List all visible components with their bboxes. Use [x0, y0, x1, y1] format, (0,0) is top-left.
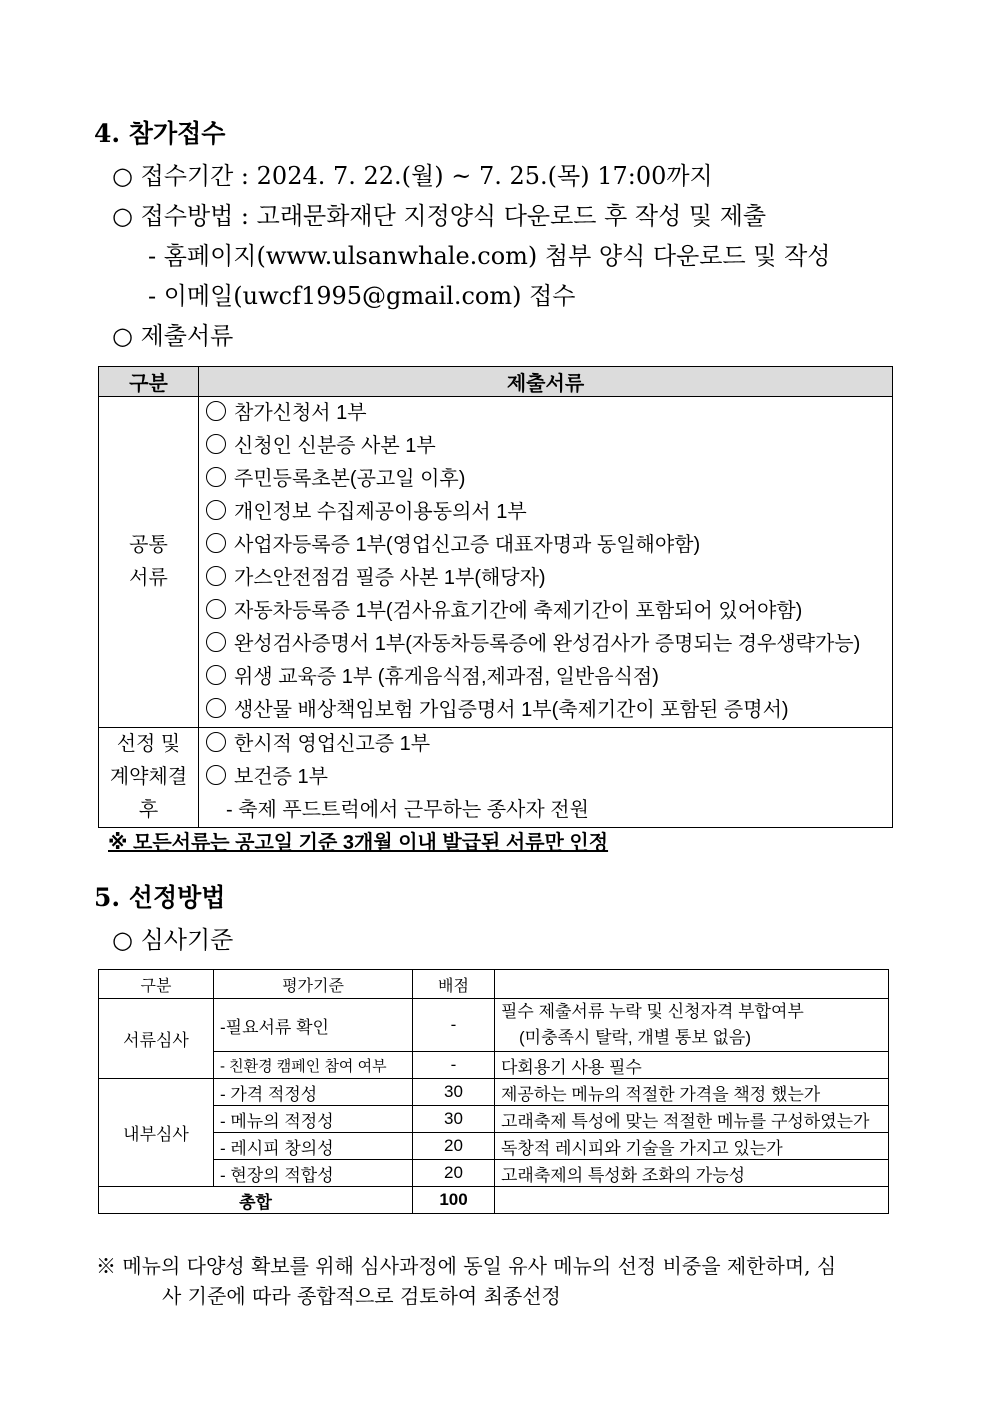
list-item	[206, 628, 892, 661]
documents-table	[98, 366, 893, 828]
criteria-cell: - 가격 적정성	[214, 1079, 413, 1106]
category-common	[99, 397, 199, 728]
criteria-cell: - 메뉴의 적정성	[214, 1106, 413, 1133]
table-row	[99, 728, 893, 828]
header-criteria: 평가기준	[214, 970, 413, 999]
table-row	[99, 397, 893, 728]
score-cell: -	[413, 999, 495, 1052]
circle-icon	[206, 765, 226, 785]
criteria-cell: -필요서류 확인	[214, 999, 413, 1052]
item-text: 주민등록초본(공고일 이후)	[234, 468, 466, 490]
header-score: 배점	[413, 970, 495, 999]
score-cell: 30	[413, 1106, 495, 1133]
score-cell: 20	[413, 1133, 495, 1160]
description-cell: 고래축제 특성에 맞는 적절한 메뉴를 구성하였는가	[495, 1106, 889, 1133]
item-text: 사업자등록증 1부(영업신고증 대표자명과 동일해야함)	[234, 534, 701, 556]
list-subitem: - 축제 푸드트럭에서 근무하는 종사자 전원	[226, 799, 589, 821]
selection-note-line2: 사 기준에 따라 종합적으로 검토하여 최종선정	[162, 1284, 561, 1308]
total-row	[99, 1187, 889, 1214]
item-text: 참가신청서 1부	[234, 402, 367, 424]
circle-icon	[206, 467, 226, 487]
item-text: 자동차등록증 1부(검사유효기간에 축제기간이 포함되어 있어야함)	[234, 600, 803, 622]
description-line: (미충족시 탈락, 개별 통보 없음)	[519, 1028, 752, 1047]
table-row	[99, 1052, 889, 1079]
table-header-row	[99, 970, 889, 999]
category-internal-review: 내부심사	[99, 1079, 214, 1187]
circle-icon	[206, 632, 226, 652]
item-text: 위생 교육증 1부 (휴게음식점,제과점, 일반음식점)	[234, 666, 659, 688]
list-item	[206, 496, 892, 529]
table-row	[99, 1079, 889, 1106]
list-item	[206, 397, 892, 430]
list-item	[206, 430, 892, 463]
table-row	[99, 999, 889, 1052]
circle-icon	[206, 401, 226, 421]
total-empty	[495, 1187, 889, 1214]
item-text: 한시적 영업신고증 1부	[234, 733, 431, 755]
category-line: 계약체결	[109, 766, 188, 788]
list-item	[206, 463, 892, 496]
total-label: 총합	[99, 1187, 413, 1214]
header-category: 구분	[99, 367, 199, 397]
circle-icon	[206, 533, 226, 553]
list-item	[206, 761, 892, 794]
header-category: 구분	[99, 970, 214, 999]
table-row	[99, 1106, 889, 1133]
docs-bullet: ○ 제출서류	[112, 322, 234, 350]
description-cell: 다회용기 사용 필수	[495, 1052, 889, 1079]
documents-note: ※ 모든서류는 공고일 기준 3개월 이내 발급된 서류만 인정	[108, 832, 609, 854]
circle-icon	[206, 665, 226, 685]
criteria-bullet: ○ 심사기준	[112, 926, 234, 954]
description-line: 필수 제출서류 누락 및 신청자격 부합여부	[501, 1002, 804, 1021]
score-cell: 20	[413, 1160, 495, 1187]
item-text: 신청인 신분증 사본 1부	[234, 435, 436, 457]
reception-period: ○ 접수기간 : 2024. 7. 22.(월) ~ 7. 25.(목) 17:00까지	[112, 162, 713, 190]
description-cell: 고래축제의 특성화 조화의 가능성	[495, 1160, 889, 1187]
circle-icon	[206, 599, 226, 619]
item-text: 가스안전점검 필증 사본 1부(해당자)	[234, 567, 546, 589]
selection-note-line1: ※ 메뉴의 다양성 확보를 위해 심사과정에 동일 유사 메뉴의 선정 비중을 제한하며, 심	[96, 1254, 837, 1278]
circle-icon	[206, 434, 226, 454]
category-document-review: 서류심사	[99, 999, 214, 1079]
score-cell: 30	[413, 1079, 495, 1106]
description-cell	[495, 999, 889, 1052]
category-line: 서류	[129, 567, 168, 589]
list-item	[206, 595, 892, 628]
reception-method: ○ 접수방법 : 고래문화재단 지정양식 다운로드 후 작성 및 제출	[112, 202, 767, 230]
list-item	[206, 728, 892, 761]
section5-title: 5. 선정방법	[94, 883, 226, 912]
description-cell: 제공하는 메뉴의 적절한 가격을 책정 했는가	[495, 1079, 889, 1106]
list-item	[206, 562, 892, 595]
common-items	[199, 397, 893, 728]
homepage-line: - 홈페이지(www.ulsanwhale.com) 첨부 양식 다운로드 및 작성	[148, 242, 831, 270]
description-cell: 독창적 레시피와 기술을 가지고 있는가	[495, 1133, 889, 1160]
criteria-cell: - 친환경 캠페인 참여 여부	[214, 1052, 413, 1079]
section4-title: 4. 참가접수	[94, 119, 226, 148]
category-after	[99, 728, 199, 828]
category-line: 선정 및	[116, 733, 181, 755]
circle-icon	[206, 698, 226, 718]
item-text: 생산물 배상책임보험 가입증명서 1부(축제기간이 포함된 증명서)	[234, 699, 789, 721]
list-item	[206, 529, 892, 562]
criteria-cell: - 현장의 적합성	[214, 1160, 413, 1187]
criteria-cell: - 레시피 창의성	[214, 1133, 413, 1160]
after-items	[199, 728, 893, 828]
item-text: 보건증 1부	[234, 766, 328, 788]
score-cell: -	[413, 1052, 495, 1079]
criteria-table	[98, 969, 889, 1214]
header-description	[495, 970, 889, 999]
circle-icon	[206, 566, 226, 586]
item-text: 개인정보 수집제공이용동의서 1부	[234, 501, 527, 523]
list-item	[206, 694, 892, 727]
table-row	[99, 1133, 889, 1160]
category-line: 공통	[129, 534, 168, 556]
header-documents: 제출서류	[199, 367, 893, 397]
list-item	[206, 661, 892, 694]
table-header-row	[99, 367, 893, 397]
category-line: 후	[138, 799, 159, 821]
item-text: 완성검사증명서 1부(자동차등록증에 완성검사가 증명되는 경우생략가능)	[234, 633, 861, 655]
email-line: - 이메일(uwcf1995@gmail.com) 접수	[148, 282, 576, 310]
circle-icon	[206, 732, 226, 752]
total-score: 100	[413, 1187, 495, 1214]
table-row	[99, 1160, 889, 1187]
circle-icon	[206, 500, 226, 520]
